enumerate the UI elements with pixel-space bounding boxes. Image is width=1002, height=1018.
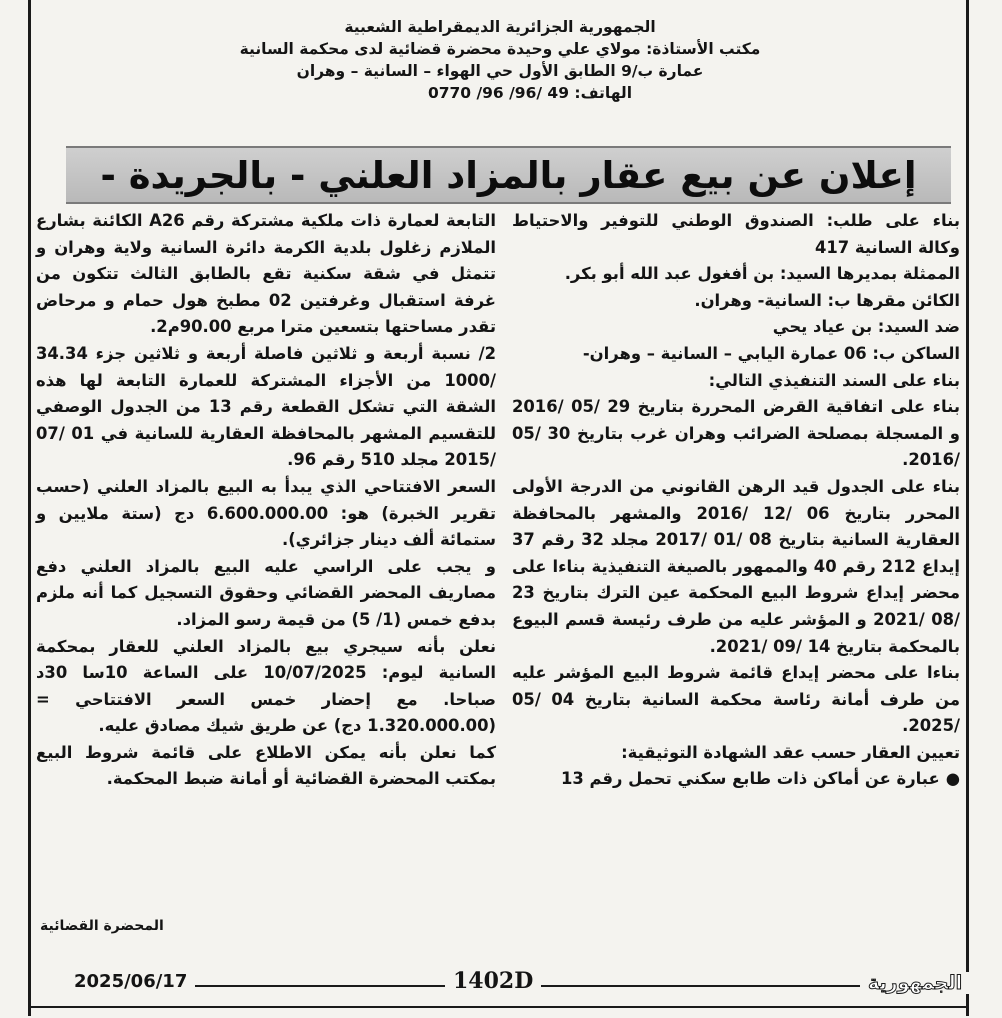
header-republic: الجمهورية الجزائرية الديمقراطية الشعبية [344, 18, 656, 36]
paragraph: نعلن بأنه سيجري بيع بالمزاد العلني للعقار بمحكمة السانية ليوم: 10/07/2025 على الساعة 10سا 30د صباحا. مع إحضار خمس السعر الافتتاحي = (1.320.000.00 دج) عن طريق شيك مصادق عليه. [36, 636, 496, 736]
paragraph: السعر الافتتاحي الذي يبدأ به البيع بالمزاد العلني (حسب تقرير الخبرة) هو: 6.600.000.00 دج (ستة ملايين و ستمائة ألف دينار جزائري). [36, 476, 497, 550]
paragraph: و يجب على الراسي عليه البيع بالمزاد العلني دفع مصاريف المحضر القضائي وحقوق التسجيل كما أنه ملزم بدفع خمس (1/ 5) من قيمة رسو المزاد. [36, 556, 496, 629]
right-column [512, 208, 960, 793]
paragraph: التابعة لعمارة ذات ملكية مشتركة رقم A26 الكائنة بشارع الملازم زغلول بلدية الكرمة دائرة السانية ولاية وهران و تتمثل في شقة سكنية تقع بالطابق الثالث تتكون من غرفة استقبال وغرفتين 02 مطبخ هول حمام و مرحاض تقدر مساحتها بتسعين مترا مربع 90.00م2. [36, 211, 497, 337]
office-header [60, 16, 940, 104]
header-office: مكتب الأستاذة: مولاي علي وحيدة محضرة قضائية لدى محكمة السانية [239, 40, 761, 58]
paragraph: الساكن ب: 06 عمارة اليابي – السانية – وهران- [582, 343, 960, 363]
paragraph: بناء على طلب: الصندوق الوطني للتوفير والاحتياط وكالة السانية 417 [512, 211, 960, 257]
paragraph: الممثلة بمديرها السيد: بن أفغول عبد الله أبو بكر. [564, 264, 960, 284]
ad-code: 1402D [445, 968, 541, 994]
publication-date: 2025/06/17 [66, 971, 195, 992]
paragraph: ضد السيد: بن عياد يحي [772, 317, 960, 337]
paragraph: كما نعلن بأنه يمكن الاطلاع على قائمة شروط البيع بمكتب المحضرة القضائية أو أمانة ضبط المحكمة. [36, 742, 496, 789]
left-column [36, 208, 496, 793]
left-frame-border [28, 0, 31, 1016]
property-bullet [512, 766, 960, 793]
paragraph: بناء على اتفاقية القرض المحررة بتاريخ 29 /05 /2016 و المسجلة بمصلحة الضرائب وهران غرب بتاريخ 30 /05 /2016. [512, 397, 960, 470]
bullet-icon: ● [945, 769, 960, 789]
newspaper-logo: الجمهورية [860, 972, 970, 994]
header-phone: الهاتف: 49 /96/ 96/ 0770 [427, 84, 633, 102]
announcement-title: إعلان عن بيع عقار بالمزاد العلني - بالجريدة - [100, 153, 917, 197]
title-banner [66, 146, 951, 204]
paragraph: 2/ نسبة أربعة و ثلاثين فاصلة أربعة و ثلاثين جزء 34.34 /1000 من الأجزاء المشتركة للعمارة التابعة لها هذه الشقة التي تشكل القطعة رقم 13 من الجدول الوصفي للتقسيم المشهر بالمحافظة العقارية للسانية في 01 /07 /2015 مجلد 510 رقم 96. [36, 343, 496, 470]
paragraph: الكائن مقرها ب: السانية- وهران. [694, 290, 960, 310]
paragraph: بناء على السند التنفيذي التالي: [708, 370, 960, 390]
right-frame-border [966, 0, 969, 1016]
bullet-text: عبارة عن أماكن ذات طابع سكني تحمل رقم 13 [560, 769, 940, 789]
paragraph: بناءا على محضر إيداع قائمة شروط البيع المؤشر عليه من طرف أمانة رئاسة محكمة السانية بتاريخ 04 /05 /2025. [512, 663, 960, 736]
paragraph: بناء على الجدول قيد الرهن القانوني من الدرجة الأولى المحرر بتاريخ 06 /12 /2016 والمشهر بالمحافظة العقارية السانية بتاريخ 08 /01 /2017 مجلد 32 رقم 37 إيداع 212 رقم 40 والممهور بالصيغة التنفيذية بناءا على محضر إيداع شروط البيع المحكمة عين الترك بتاريخ 23 /08 /2021 و المؤشر عليه من طرف رئيسة قسم البيوع بالمحكمة بتاريخ 14 /09 /2021. [512, 476, 961, 656]
bailiff-signature: المحضرة القضائية [40, 918, 164, 934]
header-address: عمارة ب/9 الطابق الأول حي الهواء – السانية – وهران [296, 62, 704, 80]
next-section-border [30, 1006, 967, 1018]
property-heading: تعيين العقار حسب عقد الشهادة التوثيقية: [621, 742, 960, 762]
